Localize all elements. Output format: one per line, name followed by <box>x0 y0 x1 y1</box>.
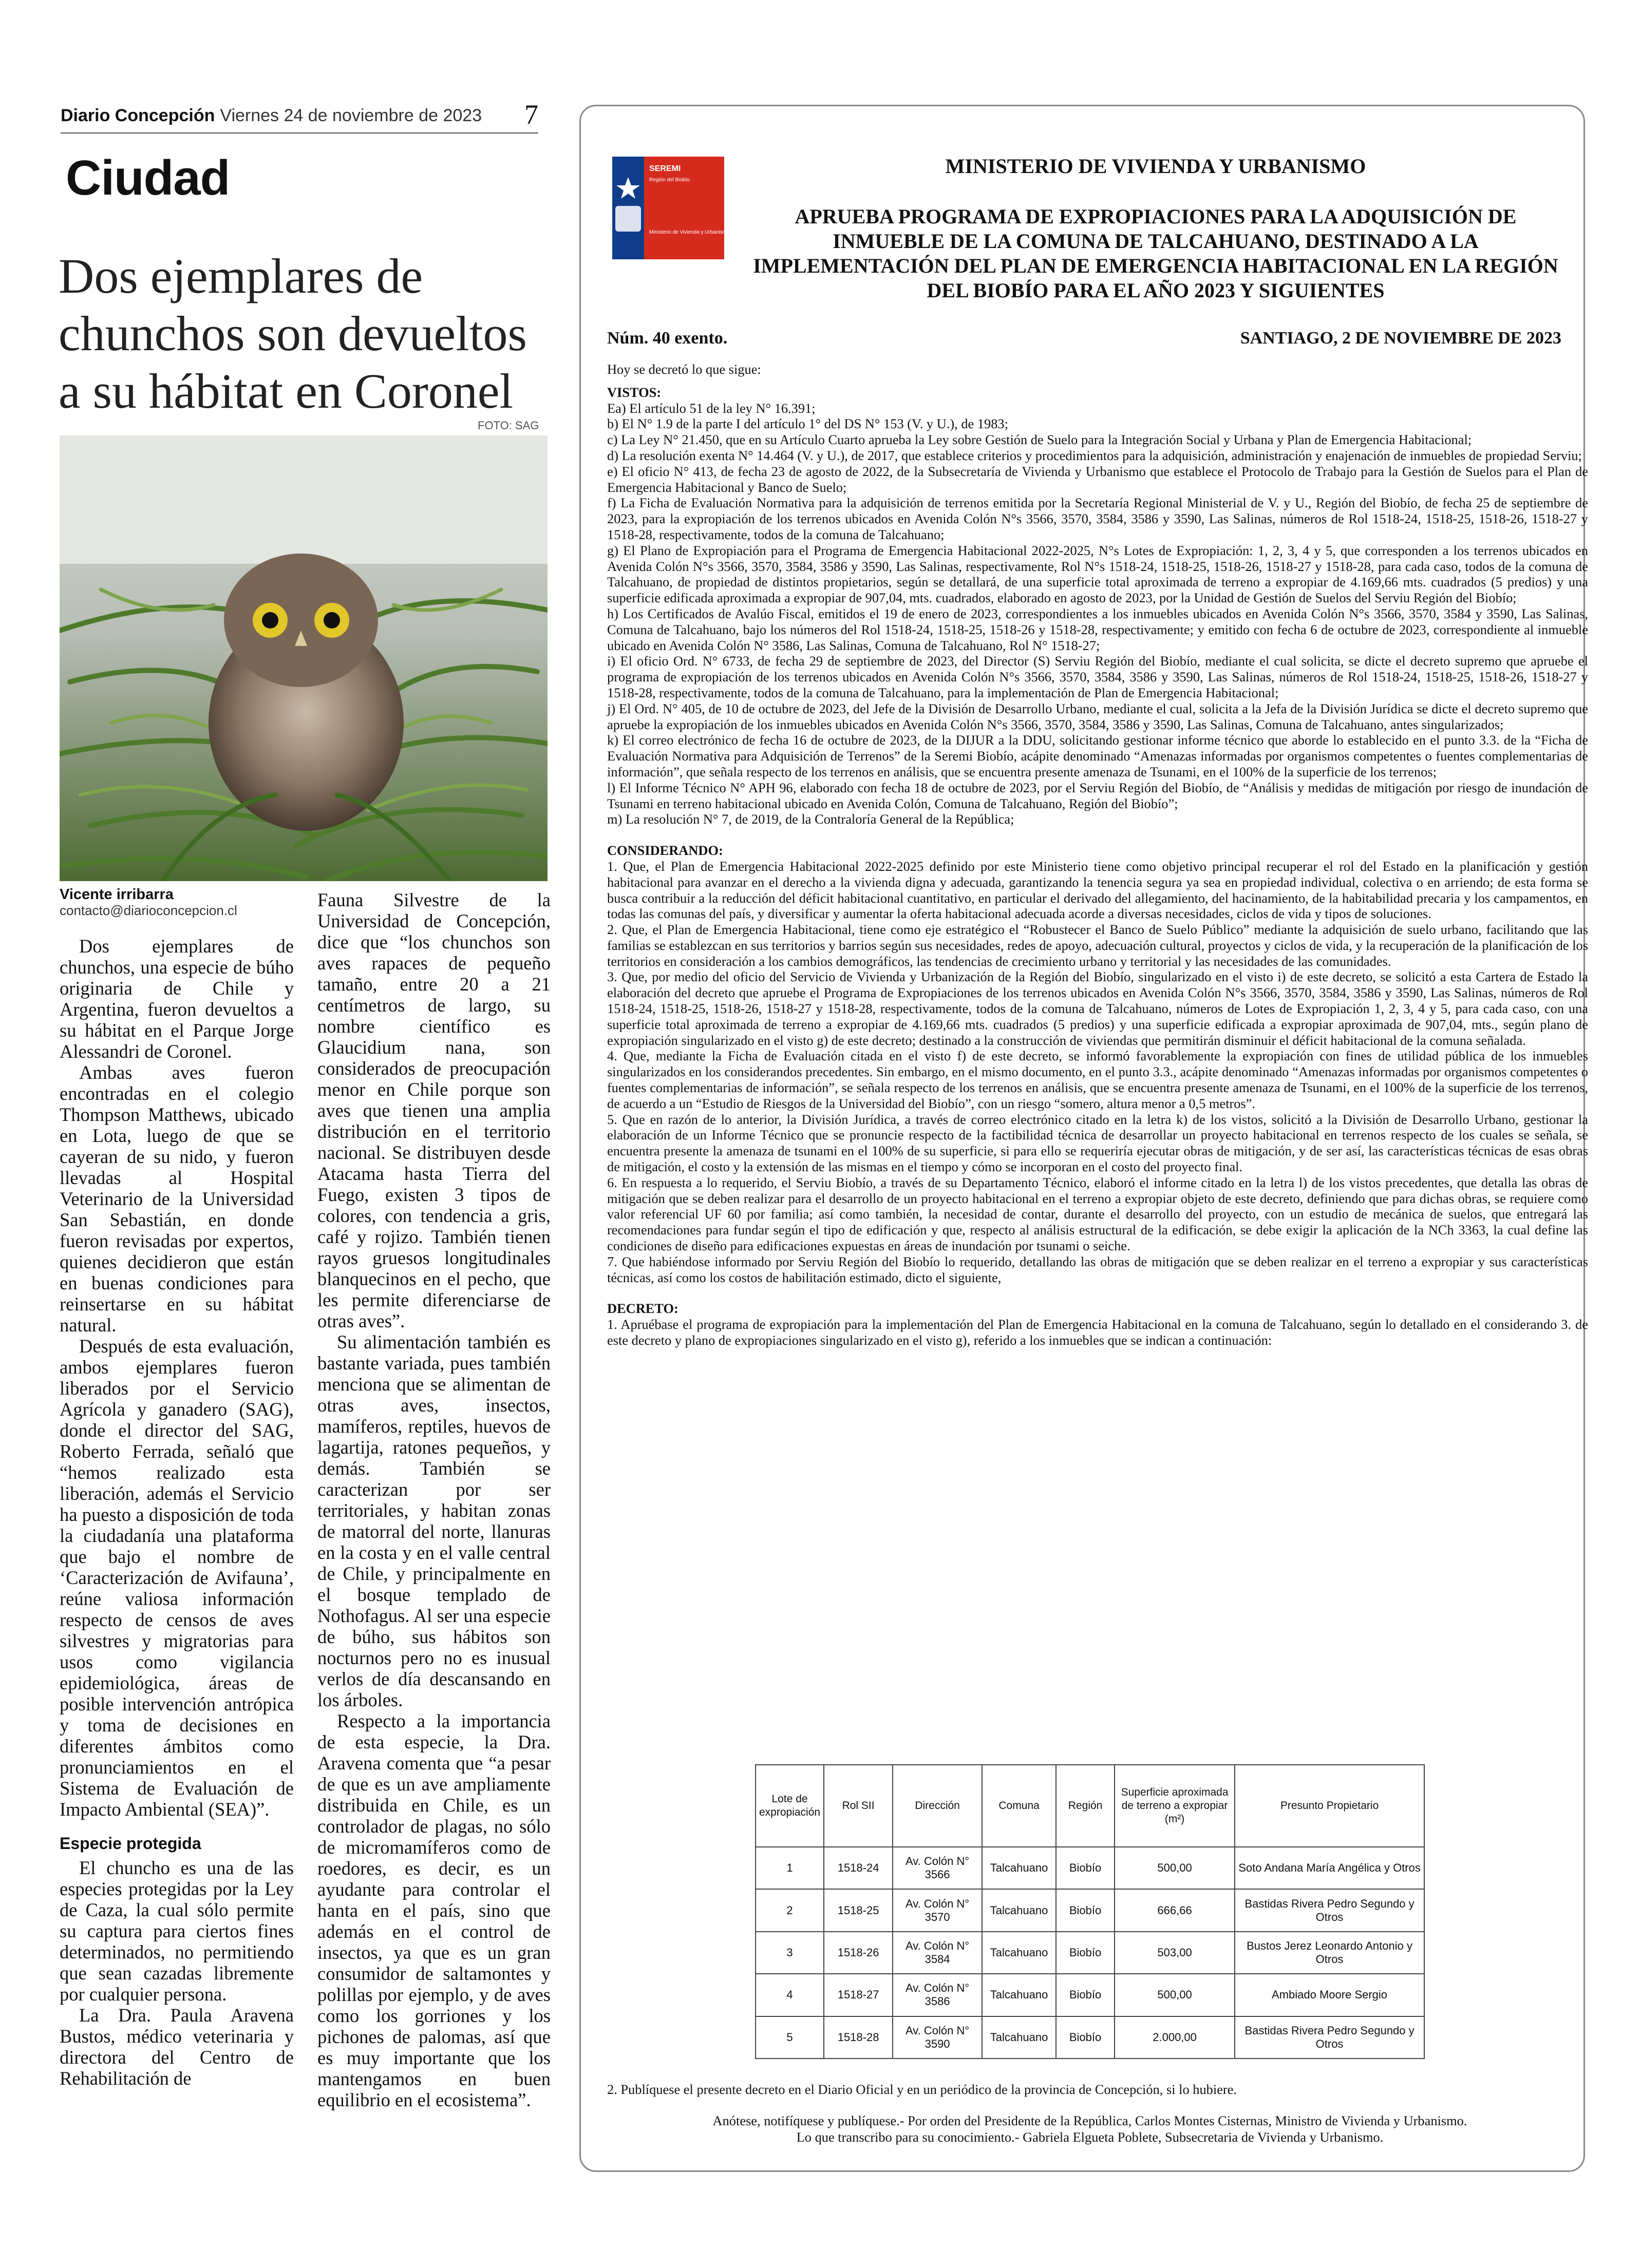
table-cell: 4 <box>756 1974 824 2016</box>
chile-government-logo <box>612 157 724 259</box>
decreto-item: 1. Apruébase el programa de expropiación para la implementación del Plan de Emergencia Habitacional en la comuna de Talcahuano, según lo detallado en el considerando 3. de este decreto y plano de expropiaciones singularizado en el visto g), referido a los inmuebles que se indican a continuación: <box>607 1317 1588 1348</box>
paragraph: La Dra. Paula Aravena Bustos, médico veterinaria y directora del Centro de Rehabilitación de <box>60 2005 294 2089</box>
considerando-item: 7. Que habiéndose informado por Serviu Región del Biobío lo requerido, detallando las obras de mitigación que se deben realizar en el terreno a expropiar y sus características técnicas, así como los costos de habilitación estimado, dicto el siguiente, <box>607 1253 1588 1285</box>
decree-place-date: SANTIAGO, 2 DE NOVIEMBRE DE 2023 <box>1240 329 1561 348</box>
visto-item: f) La Ficha de Evaluación Normativa para la adquisición de terrenos emitida por la Secretaría Regional Ministerial de V. y U., Región del Biobío, de fecha 25 de septiembre de 2023, para la expropiación de los terrenos ubicados en Avenida Colón N°s 3566, 3570, 3584, 3586 y 3590, Las Salinas, números de Rol 1518-24, 1518-25, 1518-26, 1518-27 y 1518-28, respectivamente, todos de la comuna de Talcahuano; <box>607 495 1588 542</box>
page-number: 7 <box>524 99 538 130</box>
considerando-item: 6. En respuesta a lo requerido, el Serviu Biobío, a través de su Departamento Técnico, elaboró el informe citado en la letra l) de los vistos precedentes, que detalla las obras de mitigación que se deben realizar para el desarrollo de un proyecto habitacional en el terreno a expropiar objeto de este decreto, definiendo que para dichas obras, se requiere como valor referencial UF 60 por familia; así como también, la necesidad de contar, durante el desarrollo del proyecto, con un estudio de mecánica de suelos, que entregará las recomendaciones para fundar según el tipo de edificación y que, respecto al análisis estructural de la edificación, se debe exigir la aplicación de la NCh 3363, la cual define las condiciones de diseño para edificaciones expuestas en áreas de inundación por tsunami o seiche. <box>607 1174 1588 1254</box>
visto-item: e) El oficio N° 413, de fecha 23 de agosto de 2022, de la Subsecretaría de Vivienda y Urbanismo que establece el Protocolo de Trabajo para la Gestión de Suelos para el Plan de Emergencia Habitacional y Banco de Suelo; <box>607 463 1588 495</box>
paragraph: Su alimentación también es bastante variada, pues también menciona que se alimentan de otras aves, insectos, mamíferos, reptiles, huevos de lagartija, ratones pequeños, y demás. También se caracterizan por ser territoriales, y habitan zonas de matorral del norte, llanuras en la costa y en el valle central de Chile, y principalmente en el bosque templado de Nothofagus. Al ser una especie de búho, sus hábitos son nocturnos pero no es inusual verlos de día descansando en los árboles. <box>317 1331 551 1710</box>
considerando-item: 3. Que, por medio del oficio del Servicio de Vivienda y Urbanización de la Región del Biobío, singularizado en el visto i) de este decreto, se solicitó a esta Cartera de Estado la elaboración del decreto que apruebe el Programa de Expropiaciones de los terrenos ubicados en Avenida Colón N°s 3566, 3570, 3584, 3586 y 3590, Las Salinas, números de Rol 1518-24, 1518-25, 1518-26, 1518-27 y 1518-28, respectivamente, todos de la comuna de Talcahuano, números de Lotes de Expropiación 1, 2, 3, 4 y 5, para cada caso, con una superficie total aproximada de terreno a expropiar de 4.169,66 mts. cuadrados (5 predios) y una superficie edificada a expropiar aproximada de 907,04, mts., según plano de expropiación singularizado en el visto g) de este decreto; destinado a la construcción de viviendas que permitirán disminuir el déficit habitacional de la comuna señalada. <box>607 969 1588 1048</box>
visto-item: g) El Plano de Expropiación para el Programa de Emergencia Habitacional 2022-2025, N°s Lotes de Expropiación: 1, 2, 3, 4 y 5, que corresponden a los terrenos ubicados en Avenida Colón N°s 3566, 3570, 3584, 3586 y 3590, Las Salinas, respectivamente, Rol N°s 1518-24, 1518-25, 1518-26, 1518-27 y 1518-28, para cada caso, todos de la comuna de Talcahuano, de propiedad de distintos propietarios, según se detallará, de una superficie total aproximada de terreno a expropiar de 4.169,66 mts. cuadrados (5 predios) y una superficie edificada aproximada a expropiar de 907,04, mts. cuadrados, elaborado en agosto de 2023, por la Unidad de Gestión de Suelos del Serviu Región del Biobío; <box>607 542 1588 606</box>
visto-item: c) La Ley N° 21.450, que en su Artículo Cuarto aprueba la Ley sobre Gestión de Suelo para la Integración Social y Urbana y Plan de Emergencia Habitacional; <box>607 432 1472 448</box>
visto-item: b) El N° 1.9 de la parte I del artículo 1° del DS N° 153 (V. y U.), de 1983; <box>607 416 1008 432</box>
table-row <box>756 1889 1424 1931</box>
paragraph: Ambas aves fueron encontradas en el colegio Thompson Matthews, ubicado en Lota, luego de que se cayeran de su nido, y fueron llevadas al Hospital Veterinario de la Universidad San Sebastián, en donde fueron revisadas por expertos, quienes decidieron que están en buenas condiciones para reinsertarse en su hábitat natural. <box>60 1062 294 1336</box>
table-cell: 1518-24 <box>824 1847 893 1889</box>
table-cell: 2 <box>756 1889 824 1931</box>
visto-item: d) La resolución exenta N° 14.464 (V. y U.), de 2017, que establece criterios y procedimientos para la adquisición, administración y enajenación de inmuebles de propiedad Serviu; <box>607 447 1582 463</box>
table-cell: 1518-25 <box>824 1889 893 1931</box>
table-cell: Av. Colón N° 3590 <box>893 2016 982 2059</box>
column-header: Región <box>1056 1765 1115 1847</box>
newspaper-name: Diario Concepción <box>61 106 215 125</box>
table-cell: Biobío <box>1056 1847 1115 1889</box>
table-cell: 1 <box>756 1847 824 1889</box>
table-cell: Bastidas Rivera Pedro Segundo y Otros <box>1235 1889 1424 1931</box>
table-cell: Biobío <box>1056 1889 1115 1931</box>
table-cell: Av. Colón N° 3570 <box>893 1889 982 1931</box>
ministry-name: MINISTERIO DE VIVIENDA Y URBANISMO <box>945 155 1366 178</box>
column-header: Dirección <box>893 1765 982 1847</box>
table-cell: Biobío <box>1056 2016 1115 2059</box>
photo-credit: FOTO: SAG <box>478 419 539 432</box>
table-cell: 1518-27 <box>824 1974 893 2016</box>
logo-region-text: Región del Biobío <box>649 177 690 183</box>
table-cell: Av. Colón N° 3584 <box>893 1932 982 1974</box>
table-row <box>756 1932 1424 1974</box>
table-row <box>756 2016 1424 2059</box>
table-cell: 3 <box>756 1932 824 1974</box>
publication-order: 2. Publíquese el presente decreto en el Diario Oficial y en un periódico de la provincia de Concepción, si lo hubiere. <box>607 2082 1237 2097</box>
table-row <box>756 1974 1424 2016</box>
decree-number-row <box>607 329 1561 348</box>
closing-line: Anótese, notifíquese y publíquese.- Por orden del Presidente de la República, Carlos Montes Cisternas, Ministro de Vivienda y Urbanismo. <box>712 2113 1467 2128</box>
visto-item: h) Los Certificados de Avalúo Fiscal, emitidos el 19 de enero de 2023, correspondientes a los inmuebles ubicados en Avenida Colón N°s 3566, 3570, 3584 y 3590, Las Salinas, Comuna de Talcahuano, bajo los números del Rol 1518-24, 1518-25, 1518-26 y 1518-28, respectivamente; y emitido con fecha 6 de octubre de 2023, correspondiente al inmueble ubicado en Avenida Colón N° 3586, Las Salinas, Comuna de Talcahuano, Rol N° 1518-27; <box>607 605 1588 653</box>
decreto-heading: DECRETO: <box>607 1301 678 1317</box>
considerando-item: 2. Que, el Plan de Emergencia Habitacional, tiene como eje estratégico el “Robustecer el Banco de Suelo Público” mediante la adquisición de suelo urbano, facilitando que las familias se establezcan en sus territorios y barrios según sus necesidades, redes de apoyo, adecuación cultural, proyectos y ciclos de vida, y la recuperación de la planificación de los territorios en consideración a los cambios demográficos, las tendencias de crecimiento urbano y territorial y las necesidades de las comunidades. <box>607 922 1588 969</box>
table-cell: Talcahuano <box>982 1932 1056 1974</box>
visto-item: Ea) El artículo 51 de la ley N° 16.391; <box>607 400 816 416</box>
section-title: Ciudad <box>66 150 230 205</box>
visto-item: i) El oficio Ord. N° 6733, de fecha 29 de septiembre de 2023, del Director (S) Serviu Región del Biobío, mediante el cual solicita, se dicte el decreto supremo que apruebe el programa de expropiación de los terrenos ubicados en Avenida Colón N°s 3566, 3570, 3584, 3586 y 3590, Las Salinas, números de Rol 1518-24, 1518-25, 1518-26, 1518-27 y 1518-28, respectivamente, todos de la comuna de Talcahuano, para la implementación de Plan de Emergencia Habitacional; <box>607 653 1588 700</box>
decree-number: Núm. 40 exento. <box>607 329 728 348</box>
table-cell: Talcahuano <box>982 1889 1056 1931</box>
article-headline: Dos ejemplares de chunchos son devueltos a su hábitat en Coronel <box>59 249 527 418</box>
table-cell: 2.000,00 <box>1115 2016 1235 2059</box>
paragraph: Dos ejemplares de chunchos, una especie de búho originaria de Chile y Argentina, fueron devueltos a su hábitat en el Parque Jorge Alessandri de Coronel. <box>60 936 294 1062</box>
vistos-heading: VISTOS: <box>607 384 662 400</box>
table-cell: Talcahuano <box>982 2016 1056 2059</box>
considerando-item: 4. Que, mediante la Ficha de Evaluación citada en el visto f) de este decreto, se informó favorablemente la expropiación con fines de utilidad pública de los inmuebles singularizados en los considerandos precedentes. Sin embargo, en el mismo documento, en el punto 3.3., acápite denominado “Amenazas informadas por organismos competentes o fuentes complementarias de información”, se señala respecto de los terrenos en análisis, que se encuentra presente amenaza de Tsunami, en el 100% de la superficie de los terrenos, de acuerdo a un “Estudio de Riesgos de la Universidad del Biobío”, con un riesgo “somero, altura menor a 0,5 metros”. <box>607 1048 1588 1111</box>
table-cell: Biobío <box>1056 1974 1115 2016</box>
table-cell: 1518-28 <box>824 2016 893 2059</box>
logo-ministry-text: Ministerio de Vivienda y Urbanismo <box>649 230 724 235</box>
visto-item: k) El correo electrónico de fecha 16 de octubre de 2023, de la DIJUR a la DDU, solicitando gestionar informe técnico que aborde lo establecido en el punto 3.3. de la “Ficha de Evaluación Normativa para Adquisición de Terrenos” de la Seremi Biobío, acápite denominado “Amenazas informadas por organismos competentes o fuentes complementarias de información”, que señala respecto de los terrenos en análisis, que se encuentra presente amenaza de Tsunami, en el 100% de la superficie de los terrenos; <box>607 732 1588 779</box>
article-column-1 <box>60 936 294 2089</box>
owl-in-nest-image <box>60 435 548 881</box>
considerando-item: 1. Que, el Plan de Emergencia Habitacional 2022-2025 definido por este Ministerio tiene como objetivo principal recuperar el rol del Estado en la planificación y gestión habitacional para avanzar en el derecho a la vivienda digna y adecuada, garantizando la tenencia segura ya sea en propiedad individual, colectiva o en arriendo; de esta forma se busca contribuir a la reducción del déficit habitacional cuantitativo, en particular el derivado del allegamiento, del hacinamiento, de la habitabilidad precaria y los campamentos, en todas las comunas del país, y diversificar y aumentar la oferta habitacional adecuada acorde a diversas necesidades, ciclos de vida y tipos de soluciones. <box>607 858 1588 922</box>
table-cell: Soto Andana María Angélica y Otros <box>1235 1847 1424 1889</box>
column-header: Rol SII <box>824 1765 893 1847</box>
lots-table <box>755 1764 1425 2059</box>
column-header: Superficie aproximada de terreno a expropiar (m²) <box>1115 1765 1235 1847</box>
considerando-item: 5. Que en razón de lo anterior, la División Jurídica, a través de correo electrónico citado en la letra k) de los vistos, solicitó a la División de Desarrollo Urbano, gestionar la elaboración de un Informe Técnico que se pronuncie respecto de la factibilidad técnica de desarrollar un proyecto habitacional en terrenos respecto de los cuales se señala, se encuentra presente la amenaza de tsunami en el 100% de su superficie, si para ello se requeriría ejecutar obras de mitigación, y de ser así, las características técnicas de esas obras de mitigación, el costo y la extensión de las mismas en el tiempo y cómo se incorporan en el costo del proyecto final. <box>607 1111 1588 1175</box>
table-cell: 1518-26 <box>824 1932 893 1974</box>
decree-title: APRUEBA PROGRAMA DE EXPROPIACIONES PARA LA ADQUISICIÓN DE INMUEBLE DE LA COMUNA DE TALCAHUANO, DESTINADO A LA IMPLEMENTACIÓN DEL PLAN DE EMERGENCIA HABITACIONAL EN LA REGIÓN DEL BIOBÍO PARA EL AÑO 2023 Y SIGUIENTES <box>753 205 1558 302</box>
table-cell: Talcahuano <box>982 1974 1056 2016</box>
table-cell: 503,00 <box>1115 1932 1235 1974</box>
decree-intro: Hoy se decretó lo que sigue: <box>607 361 761 377</box>
issue-date: Viernes 24 de noviembre de 2023 <box>220 106 482 125</box>
column-header: Presunto Propietario <box>1235 1765 1424 1847</box>
table-cell: Bustos Jerez Leonardo Antonio y Otros <box>1235 1932 1424 1974</box>
article-column-2 <box>317 889 551 2110</box>
decree-body <box>607 361 1588 1348</box>
paragraph: Fauna Silvestre de la Universidad de Concepción, dice que “los chunchos son aves rapaces de pequeño tamaño, entre 20 a 21 centímetros de largo, su nombre científico es Glaucidium nana, son considerados de preocupación menor en Chile porque son aves que tienen una amplia distribución en el territorio nacional. Se distribuyen desde Atacama hasta Tierra del Fuego, existen 3 tipos de colores, con tendencia a gris, café y rojizo. También tienen rayos gruesos longitudinales blanquecinos en el pecho, que les permite diferenciarse de otras aves”. <box>317 889 551 1331</box>
owl-photo <box>60 435 548 881</box>
ministry-logo <box>612 157 724 259</box>
visto-item: j) El Ord. N° 405, de 10 de octubre de 2023, del Jefe de la División de Desarrollo Urbano, mediante el cual, solicita a la Jefa de la División Jurídica se dicte el decreto supremo que apruebe la expropiación de los inmuebles ubicados en Avenida Colón N°s 3566, 3570, 3584, 3586 y 3590, Las Salinas, Comuna de Talcahuano, antes singularizados; <box>607 700 1588 732</box>
column-header: Lote de expropiación <box>756 1765 824 1847</box>
masthead <box>61 99 538 134</box>
table-cell: Talcahuano <box>982 1847 1056 1889</box>
table-cell: Ambiado Moore Sergio <box>1235 1974 1424 2016</box>
considerando-heading: CONSIDERANDO: <box>607 843 723 859</box>
table-cell: 500,00 <box>1115 1974 1235 2016</box>
visto-item: m) La resolución N° 7, de 2019, de la Contraloría General de la República; <box>607 811 1014 827</box>
visto-item: l) El Informe Técnico N° APH 96, elaborado con fecha 18 de octubre de 2023, por el Serviu Región del Biobío, de “Análisis y medidas de mitigación por riesgo de inundación de Tsunami en terreno habitacional ubicado en Avenida Colón, Comuna de Talcahuano, Región del Biobío”; <box>607 779 1588 811</box>
subheading: Especie protegida <box>60 1834 201 1853</box>
table-cell: Bastidas Rivera Pedro Segundo y Otros <box>1235 2016 1424 2059</box>
table-header-row <box>756 1765 1424 1847</box>
byline: Vicente irribarra <box>60 886 174 903</box>
closing-line: Lo que transcribo para su conocimiento.- Gabriela Elgueta Poblete, Subsecretaria de Vivienda y Urbanismo. <box>796 2129 1384 2145</box>
contact-email: contacto@diarioconcepcion.cl <box>60 903 237 918</box>
table-cell: 5 <box>756 2016 824 2059</box>
paragraph: Respecto a la importancia de esta especie, la Dra. Aravena comenta que “a pesar de que es un ave ampliamente distribuida en Chile, es un controlador de plagas, no sólo de micromamíferos como de roedores, es decir, es un ayudante para controlar el hanta en el país, sino que además en el control de insectos, ya que es un gran consumidor de saltamontes y polillas por ejemplo, y de aves como los gorriones y los pichones de palomas, así que es muy importante que los mantengamos en buen equilibrio en el ecosistema”. <box>317 1710 551 2110</box>
table-cell: 500,00 <box>1115 1847 1235 1889</box>
table-cell: Av. Colón N° 3586 <box>893 1974 982 2016</box>
column-header: Comuna <box>982 1765 1056 1847</box>
table-cell: 666,66 <box>1115 1889 1235 1931</box>
table-cell: Av. Colón N° 3566 <box>893 1847 982 1889</box>
table-row <box>756 1847 1424 1889</box>
logo-seremi-text: SEREMI <box>649 164 681 173</box>
paragraph: El chuncho es una de las especies protegidas por la Ley de Caza, la cual sólo permite su captura para ciertos fines determinados, no permitiendo que sean cazadas libremente por cualquier persona. <box>60 1857 294 2005</box>
decree-closing <box>607 2112 1573 2145</box>
table-cell: Biobío <box>1056 1932 1115 1974</box>
paragraph: Después de esta evaluación, ambos ejemplares fueron liberados por el Servicio Agrícola y ganadero (SAG), donde el director del SAG, Roberto Ferrada, señaló que “hemos realizado esta liberación, además el Servicio ha puesto a disposición de toda la ciudadanía una plataforma que bajo el nombre de ‘Caracterización de Avifauna’, reúne valiosa información respecto de censos de aves silvestres y migratorias para usos como vigilancia epidemiológica, áreas de posible intervención antrópica y toma de decisiones en diferentes ámbitos como pronunciamientos en el Sistema de Evaluación de Impacto Ambiental (SEA)”. <box>60 1336 294 1820</box>
expropriation-table <box>755 1764 1425 2059</box>
